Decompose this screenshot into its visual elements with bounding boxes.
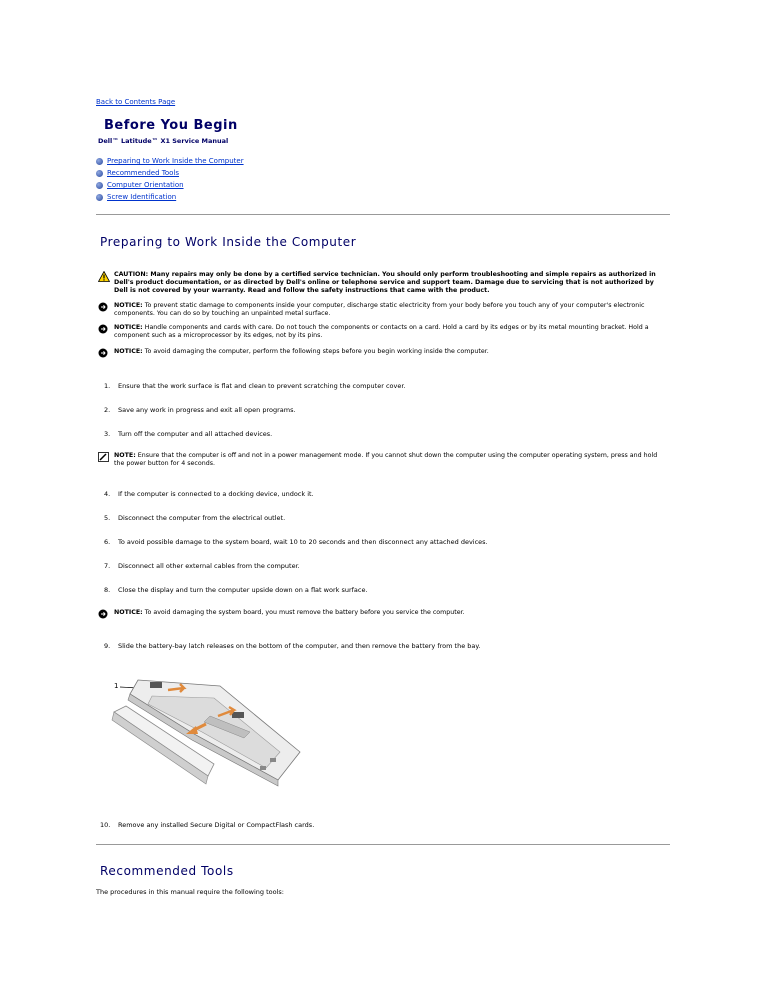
bullet-icon <box>96 158 103 165</box>
table-of-contents <box>96 155 244 203</box>
toc-item <box>96 179 244 191</box>
notice-icon <box>98 348 110 361</box>
caution-text: Many repairs may only be done by a certified service technician. You should only perform troubleshooting and simple repairs as authorized in Dell's product documentation, or as directed by Dell's online or telephone service and support team. Damage due to servicing that is not authorized by Dell is not covered by your warranty. Read and follow the safety instructions that came with the product. <box>114 271 656 294</box>
divider <box>96 214 670 215</box>
step-item: 1. Ensure that the work surface is flat and clean to prevent scratching the computer cover. <box>104 382 406 390</box>
notice-battery <box>98 609 668 622</box>
caution-label: CAUTION: <box>114 271 149 278</box>
notice-avoid-damage <box>98 348 668 361</box>
step-item: 5. Disconnect the computer from the electrical outlet. <box>104 514 286 522</box>
notice-label: NOTICE: <box>114 348 143 355</box>
notice-icon <box>98 302 110 318</box>
bullet-icon <box>96 182 103 189</box>
caution-icon <box>98 271 110 295</box>
section-heading-tools: Recommended Tools <box>100 864 234 878</box>
notice-static <box>98 302 668 318</box>
notice-text: Handle components and cards with care. Do not touch the components or contacts on a card. Hold a card by its edges or by its metal mounting bracket. Hold a component such as a microprocessor by its edges, not by its pins. <box>114 324 649 339</box>
notice-icon <box>98 324 110 340</box>
step-item: 6. To avoid possible damage to the system board, wait 10 to 20 seconds and then disconnect any attached devices. <box>104 538 488 546</box>
figure-callout: 1 <box>114 682 119 690</box>
note-label: NOTE: <box>114 452 136 459</box>
toc-link-tools[interactable]: Recommended Tools <box>107 169 180 177</box>
notice-text: To prevent static damage to components inside your computer, discharge static electricity from your body before you touch any of your computer's electronic components. You can do so by touching an unpainted metal surface. <box>114 302 645 317</box>
notice-label: NOTICE: <box>114 609 143 616</box>
step-item: 10. Remove any installed Secure Digital or CompactFlash cards. <box>100 821 315 829</box>
step-item: 2. Save any work in progress and exit all open programs. <box>104 406 296 414</box>
notice-handle <box>98 324 668 340</box>
page-title: Before You Begin <box>104 118 238 133</box>
toc-link-preparing[interactable]: Preparing to Work Inside the Computer <box>107 157 244 165</box>
toc-item <box>96 167 244 179</box>
notice-label: NOTICE: <box>114 302 143 309</box>
caution-box <box>98 271 668 295</box>
notice-label: NOTICE: <box>114 324 143 331</box>
note-pencil-icon <box>98 452 110 468</box>
toc-link-orientation[interactable]: Computer Orientation <box>107 181 184 189</box>
section-heading-preparing: Preparing to Work Inside the Computer <box>100 235 357 249</box>
step-item: 8. Close the display and turn the computer upside down on a flat work surface. <box>104 586 368 594</box>
tools-intro-text: The procedures in this manual require the following tools: <box>96 888 284 896</box>
toc-link-screws[interactable]: Screw Identification <box>107 193 177 201</box>
bullet-icon <box>96 194 103 201</box>
page-subtitle: Dell™ Latitude™ X1 Service Manual <box>98 137 229 145</box>
bullet-icon <box>96 170 103 177</box>
toc-item <box>96 191 244 203</box>
step-item: 4. If the computer is connected to a docking device, undock it. <box>104 490 314 498</box>
step-item: 9. Slide the battery-bay latch releases on the bottom of the computer, and then remove the battery from the bay. <box>104 642 481 650</box>
note-text: Ensure that the computer is off and not in a power management mode. If you cannot shut down the computer using the computer operating system, press and hold the power button for 4 seconds. <box>114 452 658 467</box>
step-item: 7. Disconnect all other external cables from the computer. <box>104 562 300 570</box>
battery-removal-figure <box>110 672 310 792</box>
divider <box>96 844 670 845</box>
notice-icon <box>98 609 110 622</box>
laptop-battery-illustration <box>110 672 310 792</box>
notice-text: To avoid damaging the computer, perform the following steps before you begin working inside the computer. <box>144 348 489 355</box>
note-box <box>98 452 668 468</box>
back-to-contents-link[interactable]: Back to Contents Page <box>96 98 176 106</box>
step-item: 3. Turn off the computer and all attached devices. <box>104 430 273 438</box>
toc-item <box>96 155 244 167</box>
notice-text: To avoid damaging the system board, you must remove the battery before you service the computer. <box>144 609 465 616</box>
